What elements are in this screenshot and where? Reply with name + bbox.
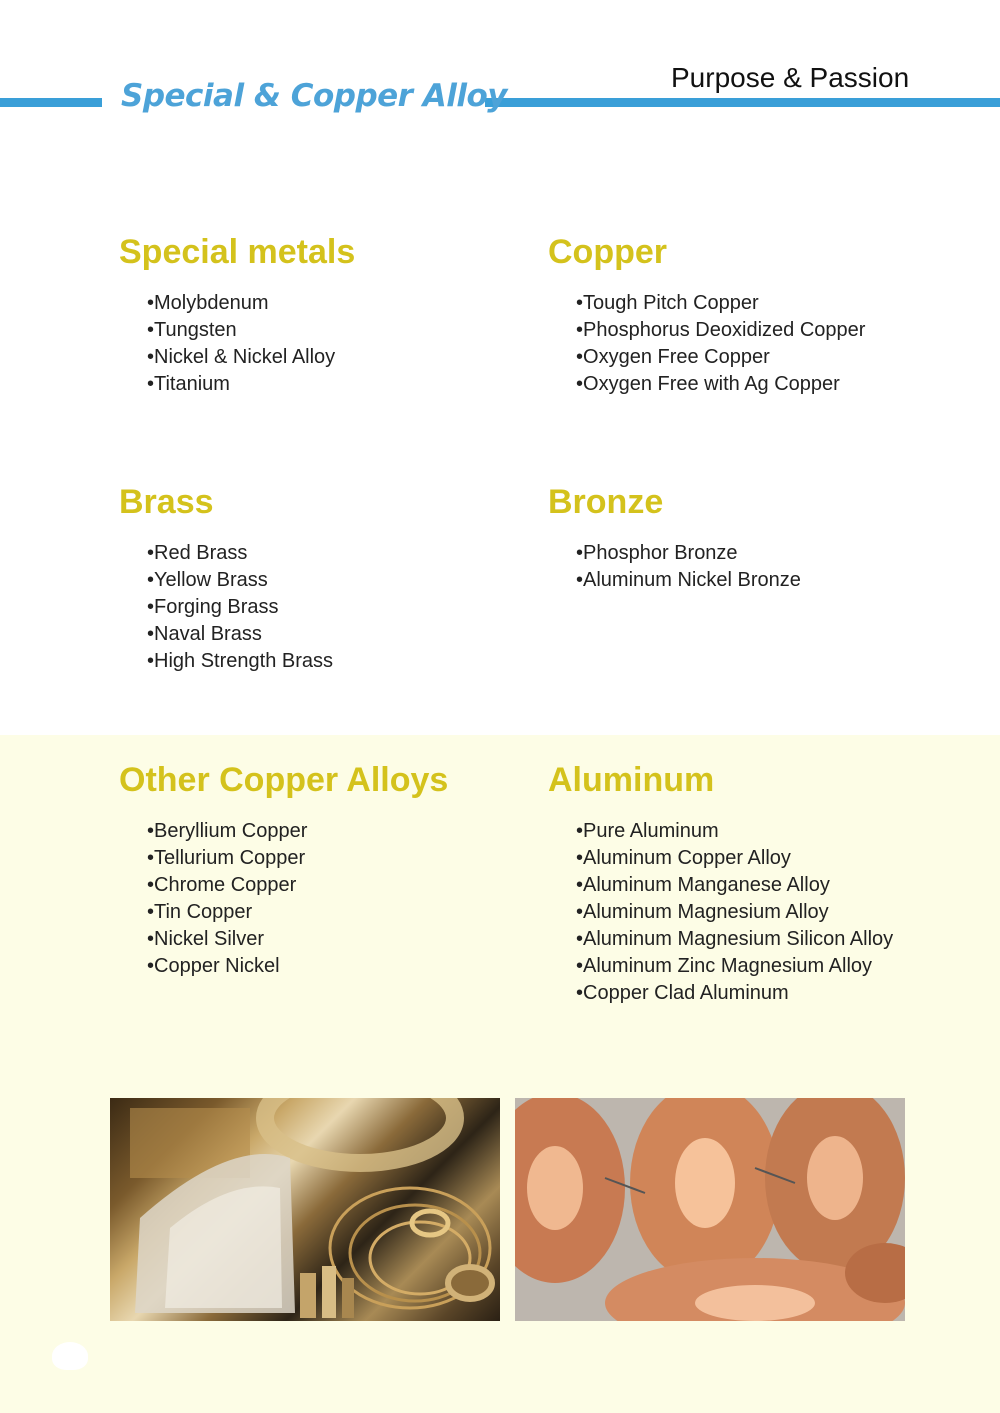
list-item: • Copper Clad Aluminum (576, 980, 893, 1007)
copper-coils-illustration (515, 1098, 905, 1321)
section-brass (119, 482, 333, 672)
header-rule-left (0, 98, 102, 107)
section-list (119, 540, 333, 675)
brass-products-illustration (110, 1098, 500, 1321)
list-item: • Red Brass (147, 540, 333, 567)
page-title: Special & Copper Alloy (121, 78, 507, 114)
section-heading: Brass (119, 483, 214, 521)
section-heading: Aluminum (548, 761, 715, 799)
list-item: • Aluminum Magnesium Silicon Alloy (576, 926, 893, 953)
list-item: • Phosphorus Deoxidized Copper (576, 317, 865, 344)
list-item: • Pure Aluminum (576, 818, 893, 845)
header-rule-right (485, 98, 1000, 107)
list-item: • Tellurium Copper (147, 845, 307, 872)
list-item: • Tough Pitch Copper (576, 290, 865, 317)
section-copper (548, 232, 866, 395)
section-aluminum (548, 760, 894, 1004)
section-bronze (548, 482, 801, 591)
section-heading: Other Copper Alloys (119, 761, 449, 799)
section-heading: Bronze (548, 483, 664, 521)
section-list (548, 818, 893, 1007)
list-item: • Phosphor Bronze (576, 540, 801, 567)
section-list (548, 540, 801, 594)
section-other-copper-alloys (119, 760, 449, 977)
list-item: • Forging Brass (147, 594, 333, 621)
list-item: • Yellow Brass (147, 567, 333, 594)
copper-coils-photo (515, 1098, 905, 1321)
list-item: • Aluminum Magnesium Alloy (576, 899, 893, 926)
list-item: • Aluminum Copper Alloy (576, 845, 893, 872)
list-item: • Aluminum Manganese Alloy (576, 872, 893, 899)
list-item: • Oxygen Free Copper (576, 344, 865, 371)
list-item: • High Strength Brass (147, 648, 333, 675)
section-heading: Copper (548, 233, 667, 271)
brass-products-photo (110, 1098, 500, 1321)
list-item: • Molybdenum (147, 290, 335, 317)
section-special-metals (119, 232, 356, 395)
list-item: • Copper Nickel (147, 953, 307, 980)
list-item: • Titanium (147, 371, 335, 398)
section-list (548, 290, 865, 398)
list-item: • Nickel & Nickel Alloy (147, 344, 335, 371)
tagline: Purpose & Passion (671, 62, 910, 93)
list-item: • Oxygen Free with Ag Copper (576, 371, 865, 398)
list-item: • Tin Copper (147, 899, 307, 926)
list-item: • Nickel Silver (147, 926, 307, 953)
decorative-blob (52, 1342, 88, 1370)
list-item: • Chrome Copper (147, 872, 307, 899)
section-list (119, 818, 307, 980)
list-item: • Tungsten (147, 317, 335, 344)
list-item: • Aluminum Zinc Magnesium Alloy (576, 953, 893, 980)
section-heading: Special metals (119, 233, 356, 271)
list-item: • Beryllium Copper (147, 818, 307, 845)
list-item: • Naval Brass (147, 621, 333, 648)
list-item: • Aluminum Nickel Bronze (576, 567, 801, 594)
section-list (119, 290, 335, 398)
